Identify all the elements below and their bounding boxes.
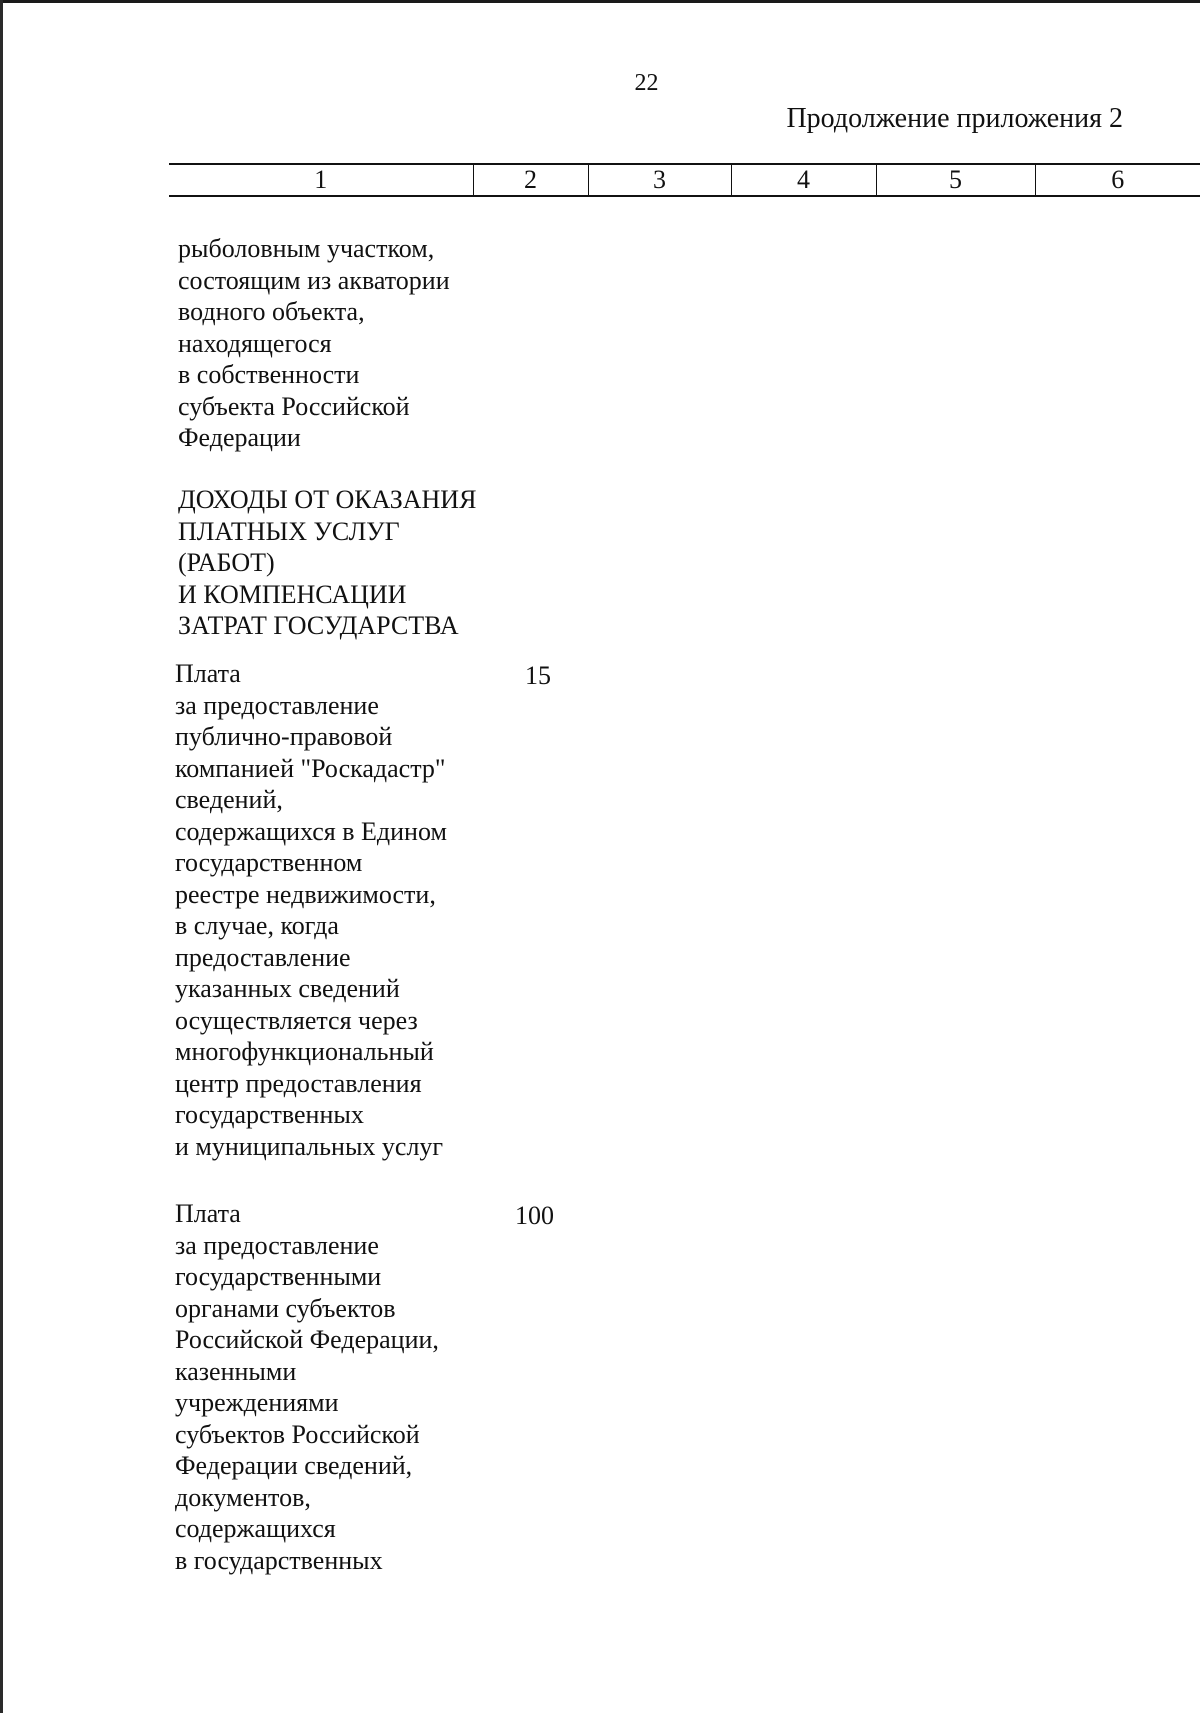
header-row <box>169 164 1200 196</box>
row-2-section-heading: ДОХОДЫ ОТ ОКАЗАНИЯ ПЛАТНЫХ УСЛУГ (РАБОТ) И КОМПЕНСАЦИИ ЗАТРАТ ГОСУДАРСТВА <box>178 485 477 640</box>
scan-edge-left <box>0 0 3 1713</box>
page-number: 22 <box>634 70 659 96</box>
column-header-1: 1 <box>169 164 473 196</box>
row-4-value: 100 <box>515 1201 554 1230</box>
column-number-header <box>169 163 1200 197</box>
continuation-label: Продолжение приложения 2 <box>786 103 1123 134</box>
row-4-description: Плата за предоставление государственными органами субъектов Российской Федерации, казенными учреждениями субъектов Российской Федерации сведений, документов, содержащихся в государственных <box>175 1199 439 1575</box>
column-header-4: 4 <box>731 164 876 196</box>
column-header-6: 6 <box>1035 164 1200 196</box>
row-3-value: 15 <box>525 661 551 690</box>
row-1-description: рыболовным участком, состоящим из акватории водного объекта, находящегося в собственности субъекта Российской Федерации <box>178 234 450 452</box>
scan-edge-top <box>0 0 1200 3</box>
column-header-5: 5 <box>876 164 1035 196</box>
row-3-description: Плата за предоставление публично-правовой компанией "Роскадастр" сведений, содержащихся в Едином государственном реестре недвижимости, в случае, когда предоставление указанных сведений осуществляется через многофункциональный центр предоставления государственных и муниципальных услуг <box>175 659 447 1161</box>
column-header-2: 2 <box>473 164 588 196</box>
column-header-3: 3 <box>588 164 731 196</box>
